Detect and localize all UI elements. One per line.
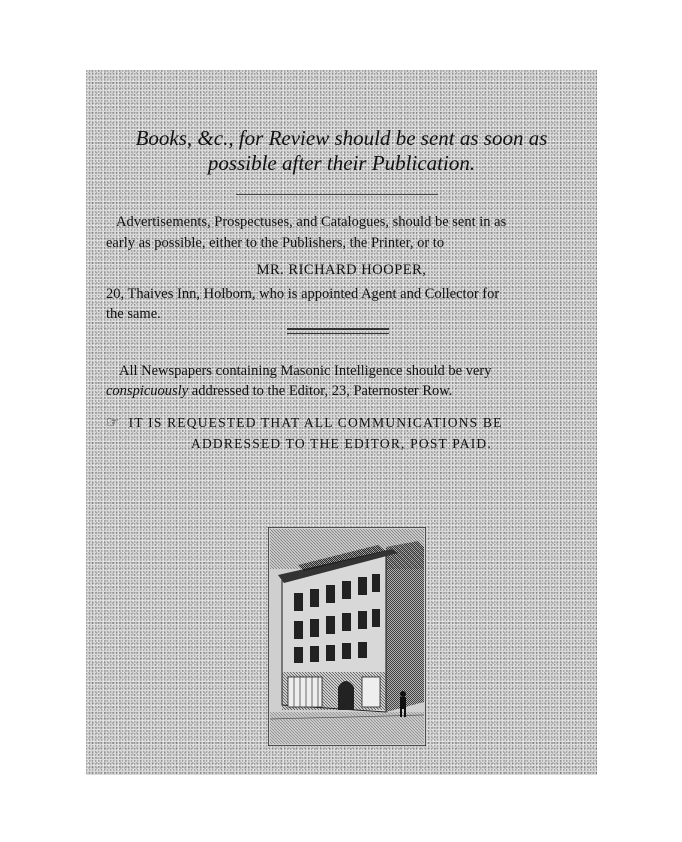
- adverts-line-2: early as possible, either to the Publishers, the Printer, or to: [106, 235, 445, 251]
- agent-name: MR. RICHARD HOOPER,: [256, 262, 427, 278]
- request-line-1: [106, 413, 503, 433]
- divider-rule: [236, 194, 438, 195]
- newspapers-line-1: All Newspapers containing Masonic Intelligence should be very: [119, 363, 492, 379]
- agent-line-1: 20, Thaives Inn, Holborn, who is appointed Agent and Collector for: [106, 286, 500, 302]
- request-line-1-text: IT IS REQUESTED THAT ALL COMMUNICATIONS BE: [128, 415, 503, 430]
- request-line-2: ADDRESSED TO THE EDITOR, POST PAID.: [191, 436, 492, 451]
- title-line-1: Books, &c., for Review should be sent as soon as: [135, 126, 548, 150]
- building-engraving-icon: [268, 527, 426, 746]
- agent-line-2: the same.: [106, 306, 161, 322]
- newspapers-italic-word: conspicuously: [106, 383, 189, 399]
- scanned-page: [86, 70, 597, 775]
- adverts-line-1: Advertisements, Prospectuses, and Catalogues, should be sent in as: [116, 214, 507, 230]
- newspapers-line-2: [106, 381, 452, 401]
- title-line-2: possible after their Publication.: [207, 151, 476, 175]
- pointing-hand-icon: ☞: [106, 415, 121, 431]
- newspapers-line-2-rest: addressed to the Editor, 23, Paternoster Row.: [188, 383, 453, 399]
- double-divider-rule: [287, 328, 389, 334]
